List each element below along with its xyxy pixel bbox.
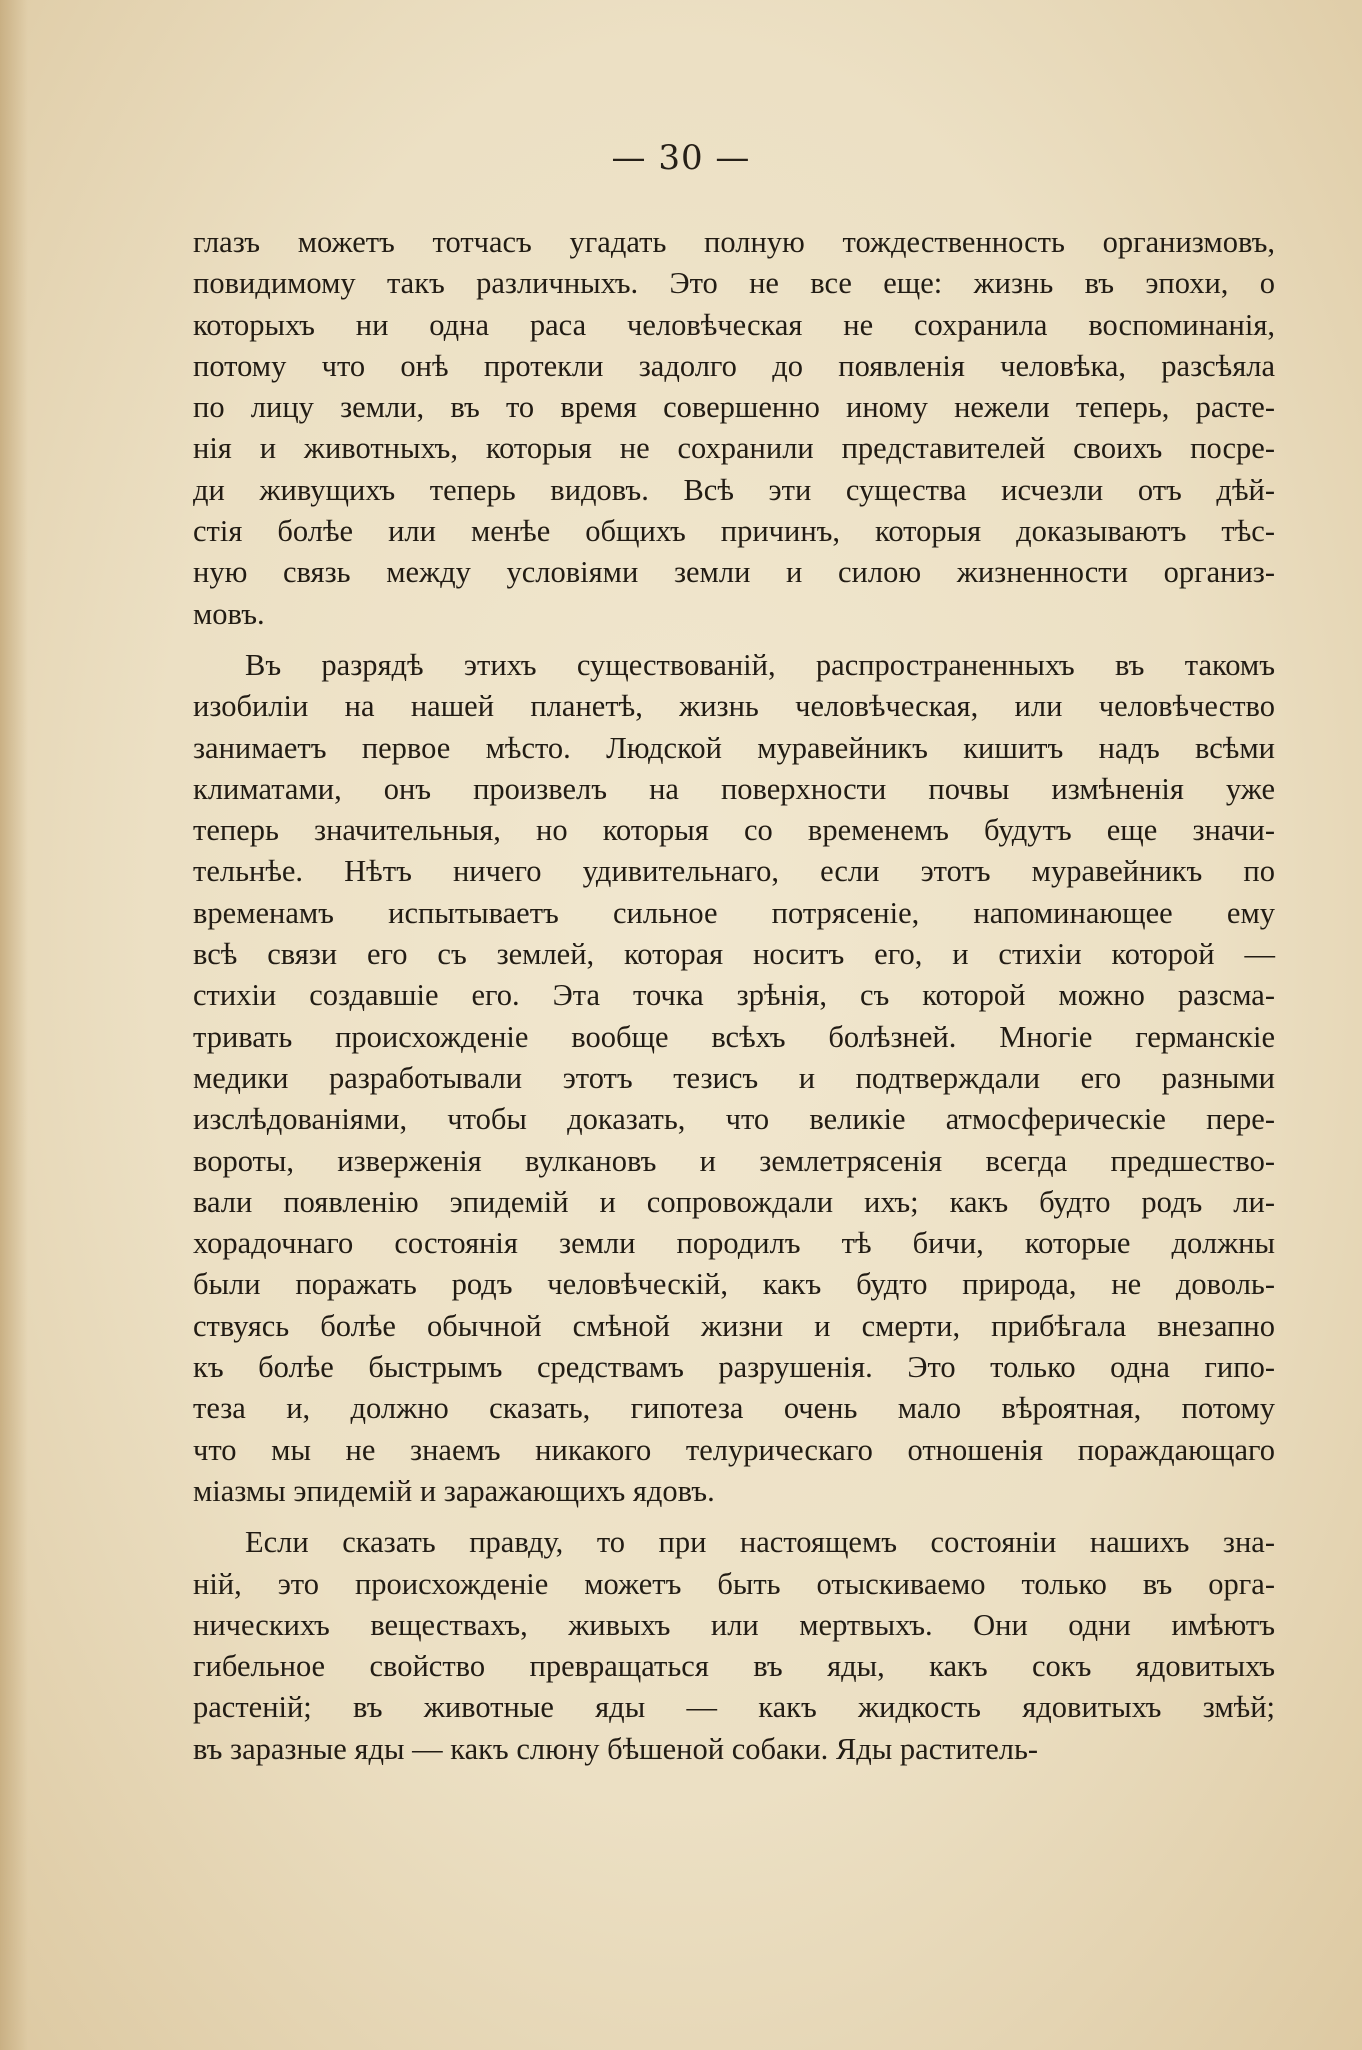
text-line: повидимому такъ различныхъ. Это не все еще: жизнь въ эпохи, о [193,266,1275,301]
text-line: стихіи создавшіе его. Эта точка зрѣнія, съ которой можно разсма- [193,978,1275,1013]
text-line: всѣ связи его съ землей, которая носитъ его, и стихіи которой — [193,937,1275,972]
text-line: временамъ испытываетъ сильное потрясеніе, напоминающее ему [193,895,1275,930]
text-line: теза и, должно сказать, гипотеза очень мало вѣроятная, потому [193,1391,1275,1426]
text-line: Въ разрядѣ этихъ существованій, распространенныхъ въ такомъ [245,647,1275,682]
text-line: которыхъ ни одна раса человѣческая не сохранила воспоминанія, [193,307,1275,342]
text-line: что мы не знаемъ никакого телурическаго отношенія пораждающаго [193,1432,1275,1467]
text-line: глазъ можетъ тотчасъ угадать полную тождественность организмовъ, [193,225,1275,259]
text-line: потому что онѣ протекли задолго до появленія человѣка, разсѣяла [193,348,1275,383]
text-line: гибельное свойство превращаться въ яды, какъ сокъ ядовитыхъ [193,1649,1275,1684]
text-line: хорадочнаго состоянія земли породилъ тѣ бичи, которые должны [193,1226,1275,1261]
text-line: тривать происхожденіе вообще всѣхъ болѣзней. Многіе германскіе [193,1019,1275,1054]
body-text [193,222,1275,1780]
text-line: климатами, онъ произвелъ на поверхности почвы измѣненія уже [193,771,1275,806]
page-number: — 30 — [611,138,751,178]
text-line: вали появленію эпидемій и сопровождали ихъ; какъ будто родъ ли- [193,1184,1275,1219]
text-line: вороты, изверженія вулкановъ и землетрясенія всегда предшество- [193,1143,1275,1178]
text-line: медики разработывали этотъ тезисъ и подтверждали его разными [193,1060,1275,1095]
text-line: міазмы эпидемій и заражающихъ ядовъ. [193,1473,715,1508]
text-line: нія и животныхъ, которыя не сохранили представителей своихъ посре- [193,431,1275,466]
text-line: ную связь между условіями земли и силою жизненности организ- [193,555,1275,590]
text-line: изобиліи на нашей планетѣ, жизнь человѣческая, или человѣчество [193,689,1275,724]
paragraph [193,645,1275,1512]
paragraph [193,222,1275,635]
text-line: къ болѣе быстрымъ средствамъ разрушенія. Это только одна гипо- [193,1350,1275,1385]
paragraph [193,1522,1275,1770]
text-line: тельнѣе. Нѣтъ ничего удивительнаго, если этотъ муравейникъ по [193,854,1275,889]
text-line: по лицу земли, въ то время совершенно иному нежели теперь, расте- [193,390,1275,425]
text-line: были поражать родъ человѣческій, какъ будто природа, не доволь- [193,1267,1275,1302]
text-line: мовъ. [193,596,265,631]
text-line: ствуясь болѣе обычной смѣной жизни и смерти, прибѣгала внезапно [193,1308,1275,1343]
text-line: занимаетъ первое мѣсто. Людской муравейникъ кишитъ надъ всѣми [193,730,1275,765]
text-line: въ заразные яды — какъ слюну бѣшеной собаки. Яды раститель- [193,1731,1039,1766]
text-line: теперь значительныя, но которыя со временемъ будутъ еще значи- [193,813,1275,848]
text-line: изслѣдованіями, чтобы доказать, что великіе атмосферическіе пере- [193,1102,1275,1137]
text-line: растеній; въ животные яды — какъ жидкость ядовитыхъ змѣй; [193,1690,1275,1725]
text-line: Если сказать правду, то при настоящемъ состояніи нашихъ зна- [245,1525,1275,1560]
text-line: ническихъ веществахъ, живыхъ или мертвыхъ. Они одни имѣютъ [193,1607,1275,1642]
text-line: ній, это происхожденіе можетъ быть отыскиваемо только въ орга- [193,1566,1275,1601]
page-edge-shading [0,0,28,2050]
text-line: стія болѣе или менѣе общихъ причинъ, которыя доказываютъ тѣс- [193,514,1275,549]
text-line: ди живущихъ теперь видовъ. Всѣ эти существа исчезли отъ дѣй- [193,472,1275,507]
